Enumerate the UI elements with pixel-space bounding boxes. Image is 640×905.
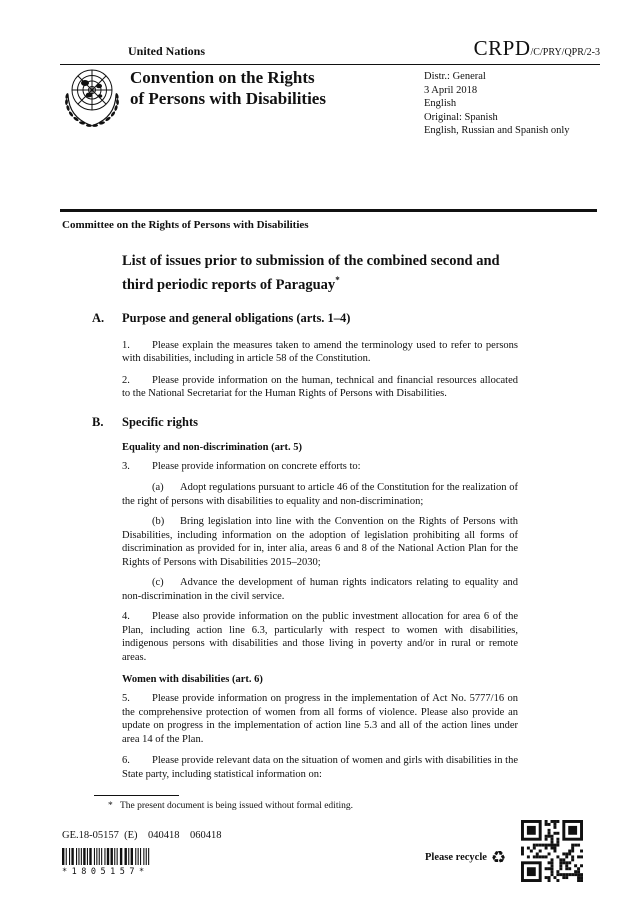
committee-name: Committee on the Rights of Persons with Disabilities xyxy=(62,219,309,231)
subitem-label: (b) xyxy=(152,516,165,528)
languages-note-line: English, Russian and Spanish only xyxy=(424,125,570,137)
subheading-women: Women with disabilities (art. 6) xyxy=(122,674,263,686)
section-letter: A. xyxy=(92,310,105,325)
document-symbol-main: CRPD xyxy=(473,36,531,60)
paragraph-number: 6. xyxy=(122,755,130,767)
please-recycle-label: Please recycle xyxy=(425,852,487,863)
barcode xyxy=(62,848,162,877)
section-heading-a xyxy=(92,311,518,326)
document-body xyxy=(92,252,518,789)
paragraph-2 xyxy=(122,374,518,401)
document-title-text: List of issues prior to submission of the combined second and third periodic reports of Paraguay xyxy=(122,253,500,293)
title-footnote-marker: * xyxy=(335,275,340,285)
paragraph-number: 5. xyxy=(122,693,130,705)
date-line: 3 April 2018 xyxy=(424,84,478,96)
subitem-label: (c) xyxy=(152,577,164,589)
distribution-info xyxy=(424,70,570,138)
subitem-a xyxy=(122,481,518,508)
original-language-line: Original: Spanish xyxy=(424,111,498,123)
paragraph-number: 2. xyxy=(122,374,130,386)
please-recycle xyxy=(425,849,506,866)
footnote-area xyxy=(92,795,522,812)
paragraph-3 xyxy=(122,460,518,474)
paragraph-4 xyxy=(122,610,518,664)
paragraph-text: Please provide relevant data on the situation of women and girls with disabilities in the State party, including statistical information on: xyxy=(122,755,518,780)
un-emblem-icon xyxy=(60,63,124,131)
paragraph-1 xyxy=(122,339,518,366)
paragraph-number: 1. xyxy=(122,339,130,351)
section-title: Purpose and general obligations (arts. 1–4) xyxy=(122,310,351,325)
subitem-text: Advance the development of human rights indicators relating to equality and non-discrimination in the civil service. xyxy=(122,577,518,602)
ge-reference-line: GE.18-05157 (E) 040418 060418 xyxy=(62,830,222,841)
document-symbol-suffix: /C/PRY/QPR/2-3 xyxy=(530,47,600,58)
subheading-equality: Equality and non-discrimination (art. 5) xyxy=(122,441,302,453)
org-name: United Nations xyxy=(128,44,206,58)
treaty-title-line1: Convention on the Rights xyxy=(130,68,315,87)
treaty-title xyxy=(130,67,326,109)
footnote xyxy=(92,800,522,812)
footnote-marker: * xyxy=(108,801,113,811)
treaty-title-line2: of Persons with Disabilities xyxy=(130,89,326,108)
paragraph-text: Please provide information on the human, technical and financial resources allocated to the National Secretariat for the Human Rights of Persons with Disabilities. xyxy=(122,374,518,400)
subitem-label: (a) xyxy=(152,482,164,494)
section-heading-b xyxy=(92,415,518,430)
subitem-c xyxy=(122,576,518,603)
section-divider-rule xyxy=(60,209,597,212)
paragraph-5 xyxy=(122,692,518,746)
paragraph-text: Please provide information on concrete efforts to: xyxy=(152,460,361,472)
paragraph-text: Please explain the measures taken to amend the terminology used to refer to persons with disabilities, including in article 58 of the Constitution. xyxy=(122,339,518,365)
paragraph-text: Please provide information on progress in the implementation of Act No. 5777/16 on the comprehensive protection of women from all forms of violence. Please also provide an update on progress in the implementation of action line 5.3 and all of the action lines under area 14 of the Plan. xyxy=(122,693,518,745)
barcode-text: *1805157* xyxy=(62,867,149,877)
paragraph-6 xyxy=(122,754,518,781)
barcode-bars xyxy=(62,848,152,865)
paragraph-number: 4. xyxy=(122,611,130,623)
recycle-icon: ♻ xyxy=(490,848,507,867)
footnote-separator xyxy=(94,795,179,796)
section-title: Specific rights xyxy=(122,414,199,429)
subitem-text: Adopt regulations pursuant to article 46 of the Constitution for the realization of the right of persons with disabilities to equality and non-discrimination; xyxy=(122,482,518,507)
paragraph-number: 3. xyxy=(122,460,130,472)
distr-line: Distr.: General xyxy=(424,71,486,82)
document-symbol xyxy=(474,36,600,61)
language-line: English xyxy=(424,98,457,110)
subitem-b xyxy=(122,515,518,569)
paragraph-text: Please also provide information on the public investment allocation for area 6 of the Plan, including action line 6.3, particularly with respect to women with disabilities, indigenous persons with disabilities and those living in poverty and/or in rural or remote areas. xyxy=(122,611,518,663)
footnote-text: The present document is being issued without formal editing. xyxy=(120,801,353,811)
subitem-text: Bring legislation into line with the Convention on the Rights of Persons with Disabilities, including information on the adoption of legislation prohibiting all forms of discrimination as provided for in, inter alia, areas 6 and 8 of the National Action Plan for the Rights of Persons with Disabilities 2015–2030; xyxy=(122,516,518,568)
document-title xyxy=(122,252,516,295)
header xyxy=(60,36,600,65)
section-letter: B. xyxy=(92,414,104,429)
qr-code xyxy=(521,820,583,882)
